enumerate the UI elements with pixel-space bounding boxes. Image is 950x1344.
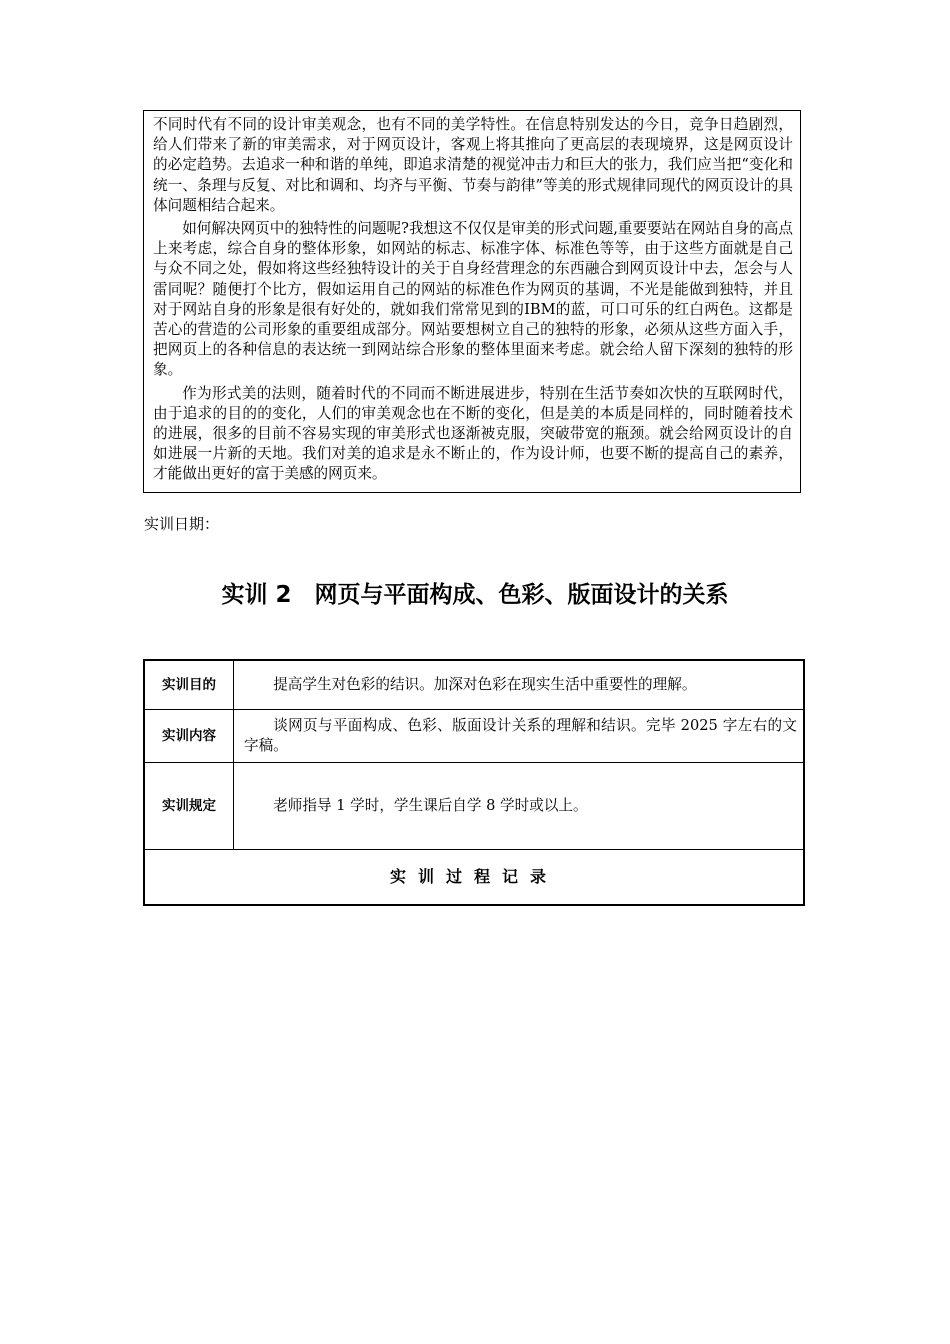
requirements-value: 老师指导 1 学时，学生课后自学 8 学时或以上。 [234,763,805,850]
content-value: 谈网页与平面构成、色彩、版面设计关系的理解和结识。完毕 2025 字左右的文字稿。 [234,710,805,763]
content-label: 实训内容 [144,710,234,763]
essay-paragraph-2: 如何解决网页中的独特性的问题呢?我想这不仅仅是审美的形式问题,重要要站在网站自身的高点上来考虑，综合自身的整体形象，如网站的标志、标准字体、标准色等等，由于这些方面就是自己与众不同之处，假如将这些经独特设计的关于自身经营理念的东西融合到网页设计中去，怎会与人雷同呢？随便打个比方，假如运用自己的网站的标准色作为网页的基调，不光是能做到独特，并且对于网站自身的形象是很有好处的，就如我们常常见到的IBM的蓝，可口可乐的红白两色。这都是苦心的营造的公司形象的重要组成部分。网站要想树立自己的独特的形象，必须从这些方面入手，把网页上的各种信息的表达统一到网站综合形象的整体里面来考虑。就会给人留下深刻的独特的形象。 [153,220,793,379]
table-row-content [144,710,804,763]
process-record-heading: 实训过程记录 [144,850,804,906]
essay-paragraph-1: 不同时代有不同的设计审美观念，也有不同的美学特性。在信息特别发达的今日，竞争日趋剧烈，给人们带来了新的审美需求，对于网页设计，客观上将其推向了更高层的表现境界，这是网页设计的必定趋势。去追求一种和谐的单纯，即追求清楚的视觉冲击力和巨大的张力，我们应当把“变化和统一、条理与反复、对比和调和、均齐与平衡、节奏与韵律”等美的形式规律同现代的网页设计的具体问题相结合起来。 [153,116,793,214]
table-row-record [144,850,804,906]
objective-label: 实训目的 [144,660,234,710]
training-date-label: 实训日期： [144,515,220,533]
requirements-label: 实训规定 [144,763,234,850]
training-info-table [143,659,805,906]
essay-paragraph-3: 作为形式美的法则，随着时代的不同而不断进展进步，特别在生活节奏如次快的互联网时代，由于追求的目的的变化，人们的审美观念也在不断的变化，但是美的本质是同样的，同时随着技术的进展，很多的目前不容易实现的审美形式也逐渐被克服，突破带宽的瓶颈。就会给网页设计的自如进展一片新的天地。我们对美的追求是永不断止的，作为设计师，也要不断的提高自己的素养，才能做出更好的富于美感的网页来。 [153,384,793,483]
objective-value: 提高学生对色彩的结识。加深对色彩在现实生活中重要性的理解。 [234,660,805,710]
table-row-requirements [144,763,804,850]
table-row-objective [144,660,804,710]
essay-text-box [143,110,801,493]
section-title: 实训 2 网页与平面构成、色彩、版面设计的关系 [221,582,729,608]
